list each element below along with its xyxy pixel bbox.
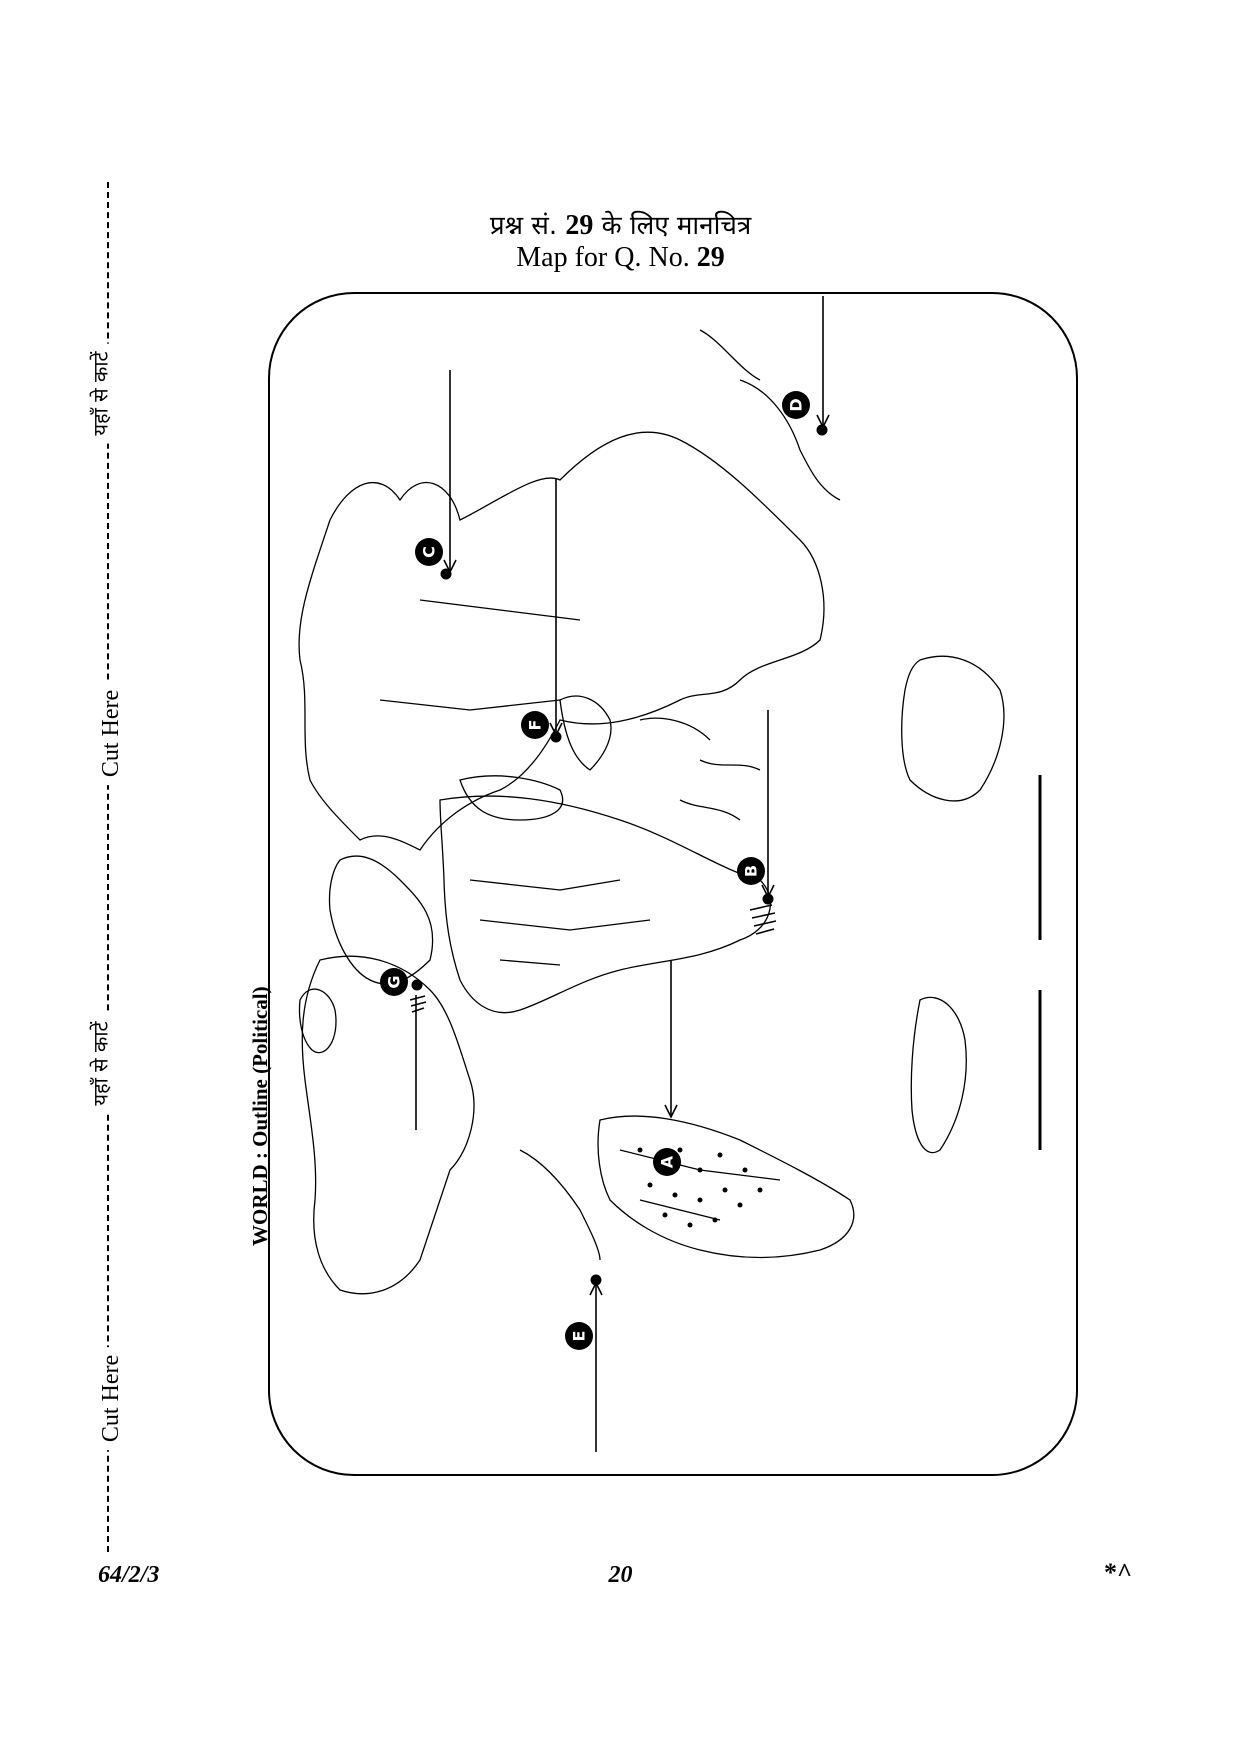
dot-c — [441, 569, 452, 580]
region-b-hatch — [750, 905, 776, 934]
title-english-prefix: Map for Q. No. — [516, 242, 690, 273]
page-number: 20 — [608, 1562, 633, 1588]
cut-label-hindi-bottom: यहाँ से काटें — [87, 1013, 114, 1113]
marker-f — [521, 711, 549, 739]
location-dots — [412, 425, 828, 1286]
marker-c — [415, 538, 443, 566]
dot-f — [551, 732, 562, 743]
marker-b — [737, 857, 765, 885]
dot-g — [412, 980, 423, 991]
marker-e — [565, 1322, 593, 1350]
marker-c-label: C — [419, 546, 439, 558]
cut-label-hindi-top: यहाँ से काटें — [87, 343, 114, 443]
cut-label-english-bottom: Cut Here — [98, 1347, 125, 1450]
map-caption: WORLD : Outline (Political) — [248, 986, 272, 1246]
marker-g-label: G — [384, 975, 404, 989]
title-hindi-suffix: के लिए मानचित्र — [601, 211, 752, 241]
title-hindi-prefix: प्रश्न सं. — [489, 211, 558, 241]
cut-label-english-top: Cut Here — [98, 682, 125, 785]
marker-b-label: B — [741, 864, 761, 878]
marker-a — [653, 1148, 681, 1176]
marker-d — [782, 391, 810, 419]
dot-d — [817, 425, 828, 436]
marker-d-label: D — [786, 398, 806, 412]
footer-mark: *^ — [1104, 1558, 1133, 1587]
title-english-number: 29 — [696, 242, 725, 273]
marker-f-label: F — [525, 719, 545, 731]
marker-a-label: A — [657, 1155, 677, 1169]
region-g-hatch — [410, 996, 426, 1012]
marker-e-label: E — [569, 1330, 589, 1342]
title-hindi-number: 29 — [565, 210, 594, 241]
dot-b — [763, 894, 774, 905]
pointer-arrows — [416, 296, 829, 1452]
dot-e — [591, 1275, 602, 1286]
paper-code: 64/2/3 — [98, 1562, 160, 1588]
marker-g — [380, 968, 408, 996]
continent-outlines — [299, 330, 1004, 1294]
